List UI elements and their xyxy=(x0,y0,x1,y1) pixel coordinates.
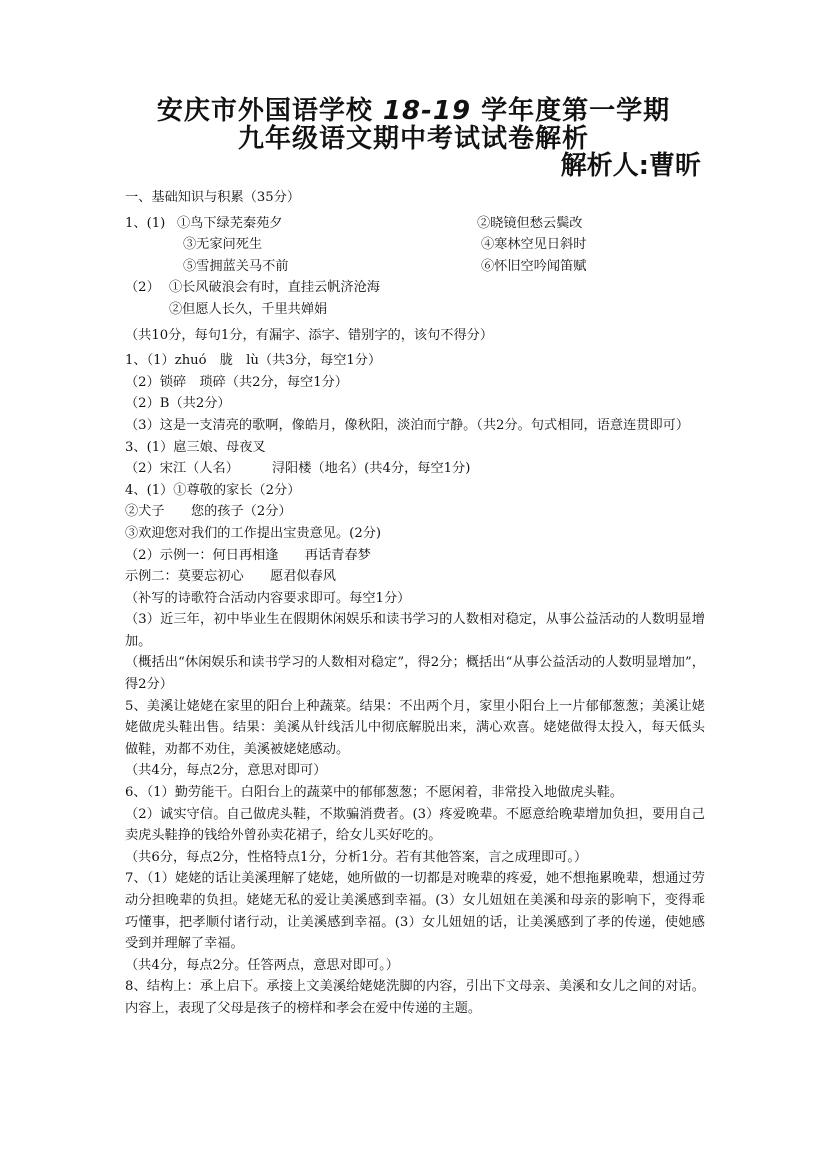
q1-row-3 xyxy=(125,256,705,278)
q2-line-2: （2）锁碎 琐碎（共2分，每空1分） xyxy=(125,374,348,390)
q5-scoring-note: （共4分，每点2分，意思对即可） xyxy=(125,763,327,779)
q1-scoring-note: （共10分，每句1分，有漏字、添字、错别字的，该句不得分） xyxy=(125,327,494,343)
q1-row-1 xyxy=(125,213,705,235)
title-year: 18-19 xyxy=(382,96,472,126)
q4-line-1: 4、(1）①尊敬的家长（2分） xyxy=(125,482,301,498)
q1-answer-6: ⑥怀旧空吟闻笛赋 xyxy=(481,258,587,274)
section-heading: 一、基础知识与积累（35分） xyxy=(125,190,301,205)
q4-line-4: （2）示例一：何日再相逢 再话青春梦 xyxy=(125,547,371,563)
q6-answer-1: 6、（1）勤劳能干。白阳台上的蔬菜中的郁郁葱葱；不愿闲着，非常投入地做虎头鞋。 xyxy=(125,785,624,801)
q4-line-8: （概括出“休闲娱乐和读书学习的人数相对稳定”，得2分；概括出“从事公益活动的人数明显增加”，得2分） xyxy=(125,655,705,693)
q2-line-3: （2）B（共2分） xyxy=(125,396,231,412)
answer-body xyxy=(125,187,705,1020)
q4-line-3: ③欢迎您对我们的工作提出宝贵意见。(2分) xyxy=(125,525,382,541)
q1-answer-5: ⑤雪拥蓝关马不前 xyxy=(183,258,289,274)
title-term: 学年度第一学期 xyxy=(471,96,671,126)
q1-answer-4: ④寒林空见日斜时 xyxy=(481,237,587,253)
q1-label: 1、(1) xyxy=(125,215,166,231)
analyst-credit: 解析人:曹昕 xyxy=(560,151,701,181)
q4-line-5: 示例二：莫要忘初心 愿君似春风 xyxy=(125,569,336,585)
q7-scoring-note: （共4分，每点2分。任答两点，意思对即可。） xyxy=(125,957,399,973)
q3-line-1: 3、(1）扈三娘、母夜叉 xyxy=(125,439,266,455)
document-subtitle: 九年级语文期中考试试卷解析 xyxy=(237,124,589,154)
q6-scoring-note: （共6分，每点2分，性格特点1分，分析1分。若有其他答案，言之成理即可。） xyxy=(125,849,588,865)
q1-part2-answer-2: ②但愿人长久，千里共婵娟 xyxy=(169,301,328,317)
q6-answer-2: （2）诚实守信。自己做虎头鞋，不欺骗消费者。(3）疼爱晚辈。不愿意给晚辈增加负担，要用自己卖虎头鞋挣的钱给外曾孙卖花裙子，给女儿买好吃的。 xyxy=(125,806,705,844)
q2-line-1: 1、（1）zhuó 胧 lù（共3分，每空1分） xyxy=(125,353,382,369)
q3-line-2: （2）宋江（人名） 浔阳楼（地名）(共4分，每空1分) xyxy=(125,461,471,477)
q1-part2-label: （2） xyxy=(125,280,160,296)
q4-line-2: ②犬子 您的孩子（2分） xyxy=(125,504,292,520)
q7-answer: 7、（1）姥姥的话让美溪理解了姥姥，她所做的一切都是对晚辈的疼爱，她不想拖累晚辈，想通过劳动分担晚辈的负担。姥姥无私的爱让美溪感到幸福。(3）女儿妞妞在美溪和母亲的影响下，变得乖巧懂事，把孝顺付诸行动，让美溪感到幸福。(3）女儿妞妞的话，让美溪感到了孝的传递，使她感受到并理解了幸福。 xyxy=(125,871,705,952)
q2-line-4: （3）这是一支清亮的歌啊，像皓月，像秋阳，淡泊而宁静。（共2分。句式相同，语意连贯即可） xyxy=(125,417,690,433)
q4-line-7: （3）近三年，初中毕业生在假期休闲娱乐和读书学习的人数相对稳定，从事公益活动的人数明显增加。 xyxy=(125,612,705,649)
document-title xyxy=(0,96,827,126)
q1-part2-answer-1: ①长风破浪会有时，直挂云帆济沧海 xyxy=(169,280,380,296)
q1-part2-row-2 xyxy=(125,299,705,321)
q1-part2-row-1 xyxy=(125,277,705,299)
q1-answer-1: ①鸟下绿芜秦苑夕 xyxy=(177,215,283,231)
q1-row-2 xyxy=(125,234,705,256)
q8-answer: 8、结构上：承上启下。承接上文美溪给姥姥洗脚的内容，引出下文母亲、美溪和女儿之间的对话。内容上，表现了父母是孩子的榜样和孝会在爱中传递的主题。 xyxy=(125,979,705,1016)
q1-answer-3: ③无家问死生 xyxy=(183,237,263,253)
title-school: 安庆市外国语学校 xyxy=(156,96,383,126)
q4-line-6: （补写的诗歌符合活动内容要求即可。每空1分） xyxy=(125,590,411,606)
q1-answer-2: ②晓镜但愁云鬓改 xyxy=(477,215,583,231)
q5-answer: 5、美溪让姥姥在家里的阳台上种蔬菜。结果：不出两个月，家里小阳台上一片郁郁葱葱；美溪让姥姥做虎头鞋出售。结果：美溪从针线活儿中彻底解脱出来，满心欢喜。姥姥做得太投入，每天低头做鞋，劝都不劝住，美溪被姥姥感动。 xyxy=(125,698,705,757)
